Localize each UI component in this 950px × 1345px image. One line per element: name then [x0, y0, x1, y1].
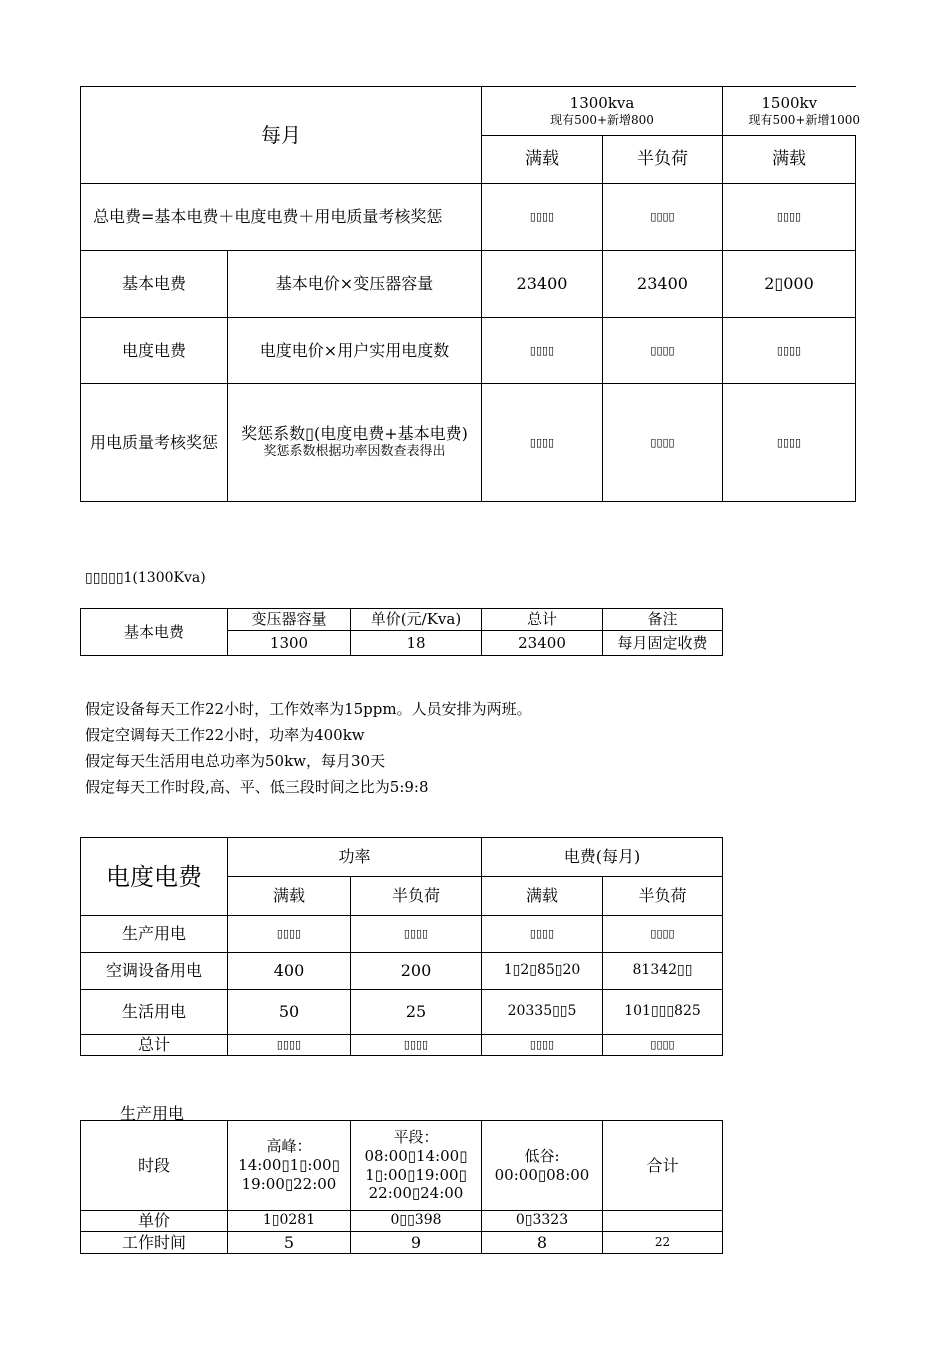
period-valley	[482, 1121, 603, 1211]
hours-peak: 5	[228, 1232, 351, 1254]
row-quality-v1: ▯▯▯▯	[482, 384, 603, 502]
energy-sub-header-3: 满载	[482, 877, 603, 916]
case-title: ▯▯▯▯▯1(1300Kva)	[85, 570, 206, 586]
assumption-3: 假定每天生活用电总功率为50kw，每月30天	[85, 752, 386, 770]
row-total-label: 总电费=基本电费＋电度电费＋用电质量考核奖惩	[81, 184, 482, 251]
period-label: 时段	[81, 1121, 228, 1211]
energy-fee-title: 电度电费	[81, 838, 228, 916]
basic-fee-price: 18	[351, 631, 482, 656]
period-flat-title: 平段：	[393, 1128, 439, 1146]
row-energy-v2: ▯▯▯▯	[603, 318, 723, 384]
row-energy-formula: 电度电价×用户实用电度数	[228, 318, 482, 384]
row-basic-v3: 2▯000	[723, 251, 856, 318]
row-quality-label: 用电质量考核奖惩	[81, 384, 228, 502]
period-flat	[351, 1121, 482, 1211]
energy-row-ac-v2: 200	[351, 953, 482, 990]
basic-fee-note: 每月固定收费	[603, 631, 723, 656]
period-table	[80, 1120, 723, 1254]
basic-fee-capacity: 1300	[228, 631, 351, 656]
assumption-4: 假定每天工作时段,高、平、低三段时间之比为5:9:8	[85, 778, 429, 796]
energy-row-production-label: 生产用电	[81, 916, 228, 953]
col-1500-subtitle: 现有500+新增1000	[748, 112, 860, 127]
basic-fee-total: 23400	[482, 631, 603, 656]
row-total-v1: ▯▯▯▯	[482, 184, 603, 251]
period-total-label: 合计	[603, 1121, 723, 1211]
energy-row-living-v4: 101▯▯▯825	[603, 990, 723, 1035]
col-1300-subtitle: 现有500+新增800	[550, 112, 654, 127]
summary-table	[80, 86, 860, 502]
price-total	[603, 1211, 723, 1232]
energy-row-ac-v1: 400	[228, 953, 351, 990]
row-basic-v1: 23400	[482, 251, 603, 318]
period-valley-range: 00:00▯08:00	[494, 1165, 590, 1184]
energy-sub-header-1: 满载	[228, 877, 351, 916]
basic-fee-header-total: 总计	[482, 609, 603, 631]
energy-row-living-label: 生活用电	[81, 990, 228, 1035]
energy-sub-header-2: 半负荷	[351, 877, 482, 916]
energy-row-total-label: 总计	[81, 1035, 228, 1056]
period-peak-title: 高峰：	[266, 1137, 312, 1156]
energy-fee-table	[80, 837, 723, 1056]
row-quality-formula-cell	[228, 384, 482, 502]
col-1300-header	[482, 87, 723, 136]
col-1300-title: 1300kva	[569, 94, 635, 113]
energy-row-production-v1: ▯▯▯▯	[228, 916, 351, 953]
row-energy-v3: ▯▯▯▯	[723, 318, 856, 384]
basic-fee-title: 基本电费	[81, 609, 228, 656]
row-total-v2: ▯▯▯▯	[603, 184, 723, 251]
price-label: 单价	[81, 1211, 228, 1232]
price-valley: 0▯3323	[482, 1211, 603, 1232]
period-peak	[228, 1121, 351, 1211]
row-total-v3: ▯▯▯▯	[723, 184, 856, 251]
row-energy-v1: ▯▯▯▯	[482, 318, 603, 384]
row-basic-formula: 基本电价×变压器容量	[228, 251, 482, 318]
basic-fee-header-capacity: 变压器容量	[228, 609, 351, 631]
period-peak-range-1: 14:00▯1▯:00▯	[238, 1156, 340, 1175]
row-quality-formula: 奖惩系数▯(电度电费+基本电费)	[241, 424, 468, 444]
energy-fee-header: 电费(每月)	[482, 838, 723, 877]
period-valley-title: 低谷:	[524, 1146, 560, 1165]
energy-row-total-v1: ▯▯▯▯	[228, 1035, 351, 1056]
row-basic-label: 基本电费	[81, 251, 228, 318]
energy-row-total-v4: ▯▯▯▯	[603, 1035, 723, 1056]
hours-flat: 9	[351, 1232, 482, 1254]
energy-row-production-v4: ▯▯▯▯	[603, 916, 723, 953]
energy-row-ac-label: 空调设备用电	[81, 953, 228, 990]
hours-label: 工作时间	[81, 1232, 228, 1254]
basic-fee-table	[80, 608, 723, 656]
sub-full-load: 满载	[482, 136, 603, 184]
energy-row-living-v1: 50	[228, 990, 351, 1035]
energy-power-header: 功率	[228, 838, 482, 877]
period-flat-range-1: 08:00▯14:00▯	[364, 1146, 468, 1165]
row-quality-v3: ▯▯▯▯	[723, 384, 856, 502]
assumption-1: 假定设备每天工作22小时，工作效率为15ppm。人员安排为两班。	[85, 700, 532, 718]
row-quality-v2: ▯▯▯▯	[603, 384, 723, 502]
period-flat-range-2: 1▯:00▯19:00▯	[365, 1165, 467, 1184]
basic-fee-header-price: 单价(元/Kva)	[351, 609, 482, 631]
energy-row-ac-v3: 1▯2▯85▯20	[482, 953, 603, 990]
energy-sub-header-4: 半负荷	[603, 877, 723, 916]
assumption-2: 假定空调每天工作22小时，功率为400kw	[85, 726, 365, 744]
energy-row-ac-v4: 81342▯▯	[603, 953, 723, 990]
basic-fee-header-note: 备注	[603, 609, 723, 631]
col-1500-title: 1500kv	[761, 94, 818, 113]
hours-total: 22	[603, 1232, 723, 1254]
row-quality-formula-note: 奖惩系数根据功率因数查表得出	[263, 444, 446, 460]
energy-row-living-v2: 25	[351, 990, 482, 1035]
sub-half-load: 半负荷	[603, 136, 723, 184]
row-energy-label: 电度电费	[81, 318, 228, 384]
energy-row-production-v2: ▯▯▯▯	[351, 916, 482, 953]
monthly-header: 每月	[81, 87, 482, 184]
price-peak: 1▯0281	[228, 1211, 351, 1232]
sub-full-load-2: 满载	[723, 136, 856, 184]
energy-row-total-v2: ▯▯▯▯	[351, 1035, 482, 1056]
row-basic-v2: 23400	[603, 251, 723, 318]
price-flat: 0▯▯398	[351, 1211, 482, 1232]
col-1500-header	[723, 87, 860, 136]
period-flat-range-3: 22:00▯24:00	[368, 1184, 464, 1203]
energy-row-production-v3: ▯▯▯▯	[482, 916, 603, 953]
energy-row-living-v3: 20335▯▯5	[482, 990, 603, 1035]
energy-row-total-v3: ▯▯▯▯	[482, 1035, 603, 1056]
production-label: 生产用电	[120, 1104, 185, 1123]
period-peak-range-2: 19:00▯22:00	[241, 1174, 337, 1193]
hours-valley: 8	[482, 1232, 603, 1254]
